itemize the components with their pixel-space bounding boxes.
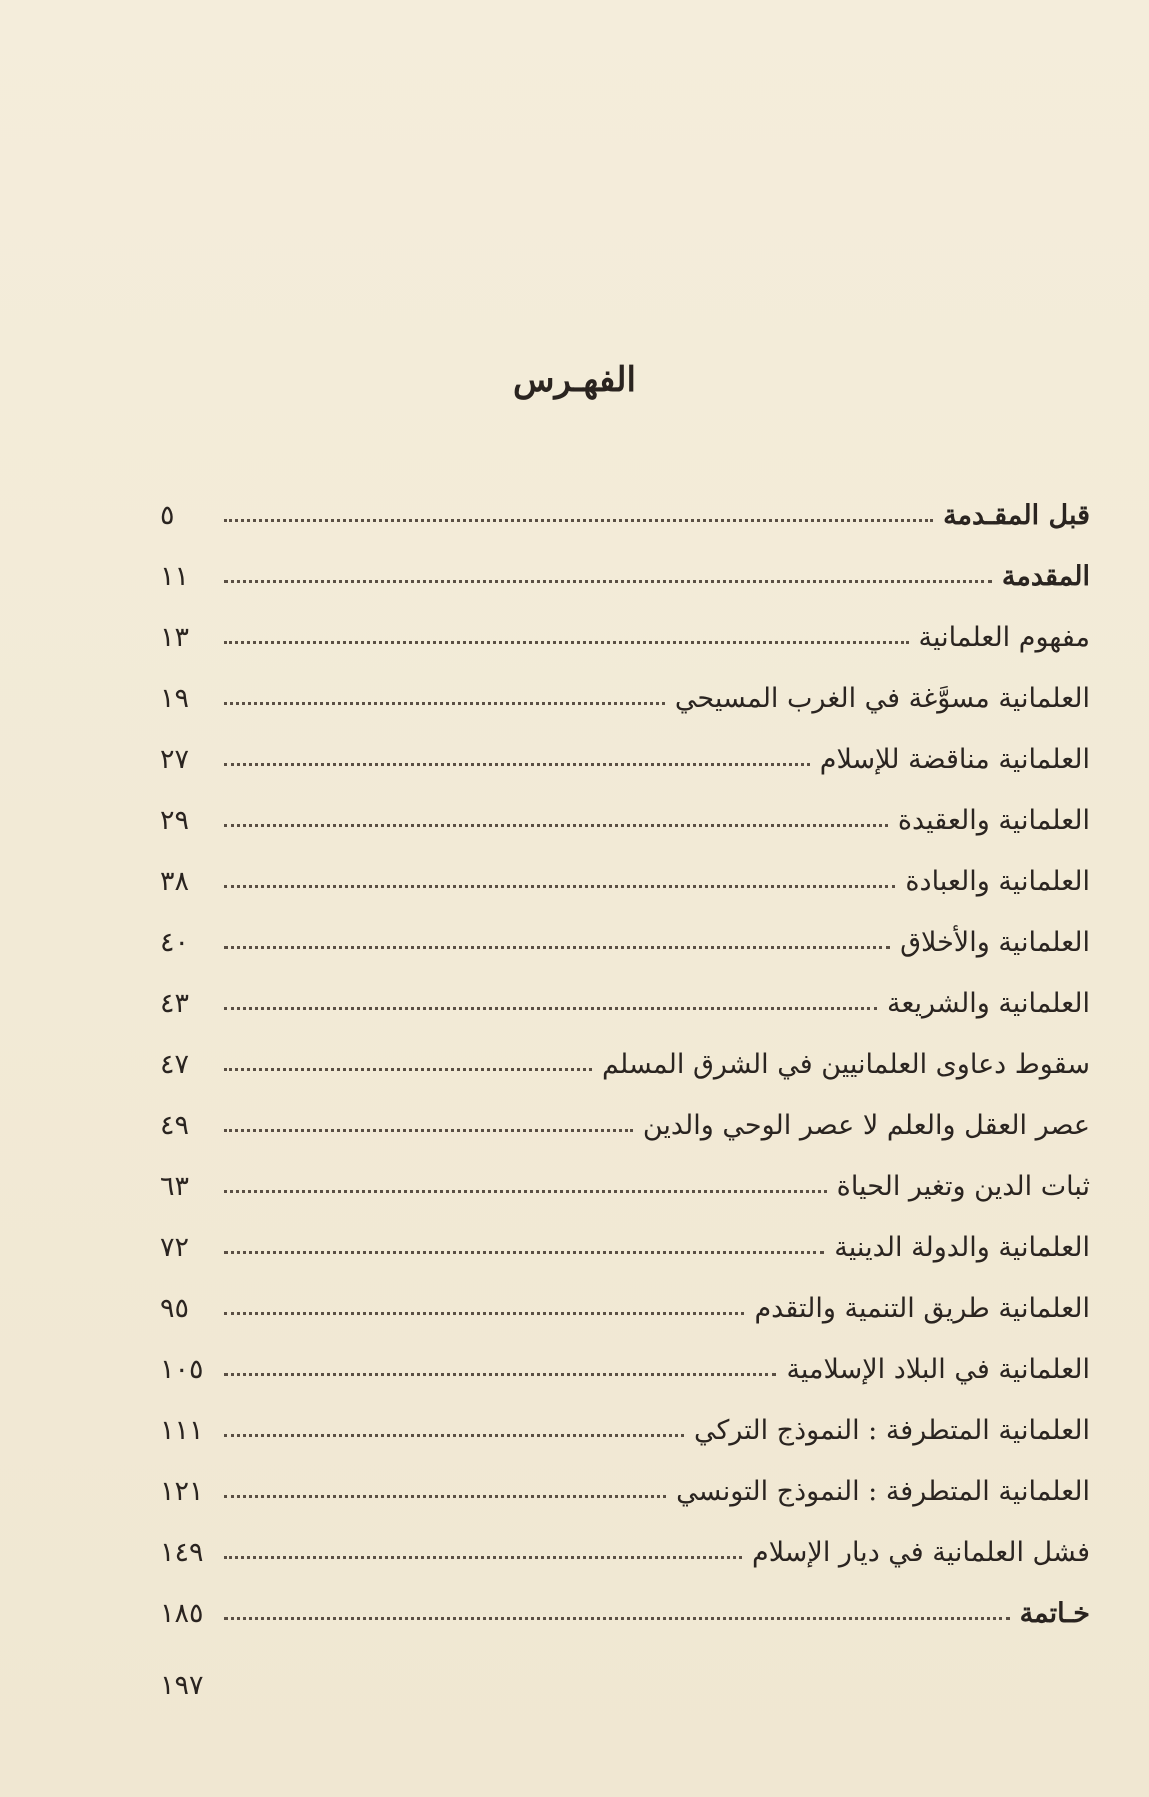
- toc-entry-title: العلمانية والأخلاق: [900, 927, 1090, 958]
- toc-entry-title: فشل العلمانية في ديار الإسلام: [751, 1537, 1090, 1568]
- toc-entry: [160, 531, 1090, 592]
- toc-entry-page: ١١: [160, 561, 190, 592]
- toc-entry-page: ٧٢: [160, 1232, 190, 1263]
- leader-dots: [224, 1068, 592, 1071]
- leader-dots: [224, 1373, 776, 1376]
- toc-entry-title: قبل المقـدمة: [943, 500, 1090, 531]
- toc-entry-page: ٤٠: [160, 927, 190, 958]
- toc-entry-page: ٢٧: [160, 744, 190, 775]
- toc-entry: [160, 1446, 1090, 1507]
- toc-entry-title: العلمانية والشريعة: [886, 988, 1090, 1019]
- toc-entry-title: العلمانية طريق التنمية والتقدم: [754, 1293, 1090, 1324]
- toc-entry: [160, 1080, 1090, 1141]
- toc-entry-title: سقوط دعاوى العلمانيين في الشرق المسلم: [602, 1049, 1090, 1080]
- toc-entry: [160, 958, 1090, 1019]
- toc-entry: [160, 653, 1090, 714]
- toc-entry-title: مفهوم العلمانية: [918, 622, 1090, 653]
- toc-entry-title: العلمانية المتطرفة : النموذج التونسي: [676, 1476, 1090, 1507]
- toc-entry: [160, 836, 1090, 897]
- toc-entry: [160, 1202, 1090, 1263]
- leader-dots: [224, 1007, 877, 1010]
- toc-entry-title: العلمانية والعبادة: [905, 866, 1090, 897]
- toc-entry-page: ١٢١: [160, 1476, 204, 1507]
- toc-entry-title: العلمانية مسوَّغة في الغرب المسيحي: [674, 683, 1090, 714]
- toc-entry: [160, 714, 1090, 775]
- toc-entry-page: ١٣: [160, 622, 190, 653]
- toc-entry-page: ١٨٥: [160, 1598, 204, 1629]
- toc-entry-page: ١٠٥: [160, 1354, 204, 1385]
- toc-entry: [160, 470, 1090, 531]
- toc-entry-title: العلمانية والدولة الدينية: [834, 1232, 1090, 1263]
- toc-entry: [160, 1507, 1090, 1568]
- toc-entry: [160, 1263, 1090, 1324]
- toc-entry-page: ٩٥: [160, 1293, 190, 1324]
- leader-dots: [224, 1434, 684, 1437]
- leader-dots: [224, 1617, 1010, 1620]
- leader-dots: [224, 702, 665, 705]
- toc-entry: [160, 1141, 1090, 1202]
- leader-dots: [224, 1495, 666, 1498]
- toc-entry: [160, 775, 1090, 836]
- toc-entry-page: ٤٩: [160, 1110, 190, 1141]
- toc-entry: [160, 592, 1090, 653]
- toc-entry-page: ٤٧: [160, 1049, 190, 1080]
- toc-entry: [160, 1385, 1090, 1446]
- toc-entry: [160, 897, 1090, 958]
- toc-entry-title: عصر العقل والعلم لا عصر الوحي والدين: [642, 1110, 1090, 1141]
- toc-entry-title: المقدمة: [1001, 561, 1090, 592]
- toc-entry-page: ٦٣: [160, 1171, 190, 1202]
- toc-entry-title: العلمانية في البلاد الإسلامية: [786, 1354, 1090, 1385]
- table-of-contents: [160, 470, 1090, 1629]
- toc-entry-page: ١٤٩: [160, 1537, 204, 1568]
- toc-entry: [160, 1568, 1090, 1629]
- toc-entry-page: ١٩: [160, 683, 190, 714]
- leader-dots: [224, 763, 810, 766]
- leader-dots: [224, 1251, 824, 1254]
- leader-dots: [224, 824, 888, 827]
- leader-dots: [224, 1556, 742, 1559]
- leader-dots: [224, 1129, 633, 1132]
- toc-entry: [160, 1019, 1090, 1080]
- leader-dots: [224, 519, 933, 522]
- toc-entry-title: ثبات الدين وتغير الحياة: [836, 1171, 1090, 1202]
- leader-dots: [224, 1190, 827, 1193]
- toc-entry-page: ١١١: [160, 1415, 204, 1446]
- toc-entry-title: العلمانية مناقضة للإسلام: [819, 744, 1090, 775]
- leader-dots: [224, 580, 992, 583]
- leader-dots: [224, 1312, 744, 1315]
- toc-entry-title: خـاتمة: [1019, 1598, 1090, 1629]
- leader-dots: [224, 885, 895, 888]
- page-title: الفهـرس: [513, 360, 636, 400]
- toc-entry-page: ٢٩: [160, 805, 190, 836]
- toc-entry-title: العلمانية والعقيدة: [897, 805, 1090, 836]
- toc-entry: [160, 1324, 1090, 1385]
- toc-entry-page: ٤٣: [160, 988, 190, 1019]
- toc-entry-page: ٥: [160, 500, 175, 531]
- toc-entry-page: ٣٨: [160, 866, 190, 897]
- leader-dots: [224, 946, 890, 949]
- leader-dots: [224, 641, 909, 644]
- page-number: ١٩٧: [160, 1670, 204, 1701]
- toc-entry-title: العلمانية المتطرفة : النموذج التركي: [693, 1415, 1090, 1446]
